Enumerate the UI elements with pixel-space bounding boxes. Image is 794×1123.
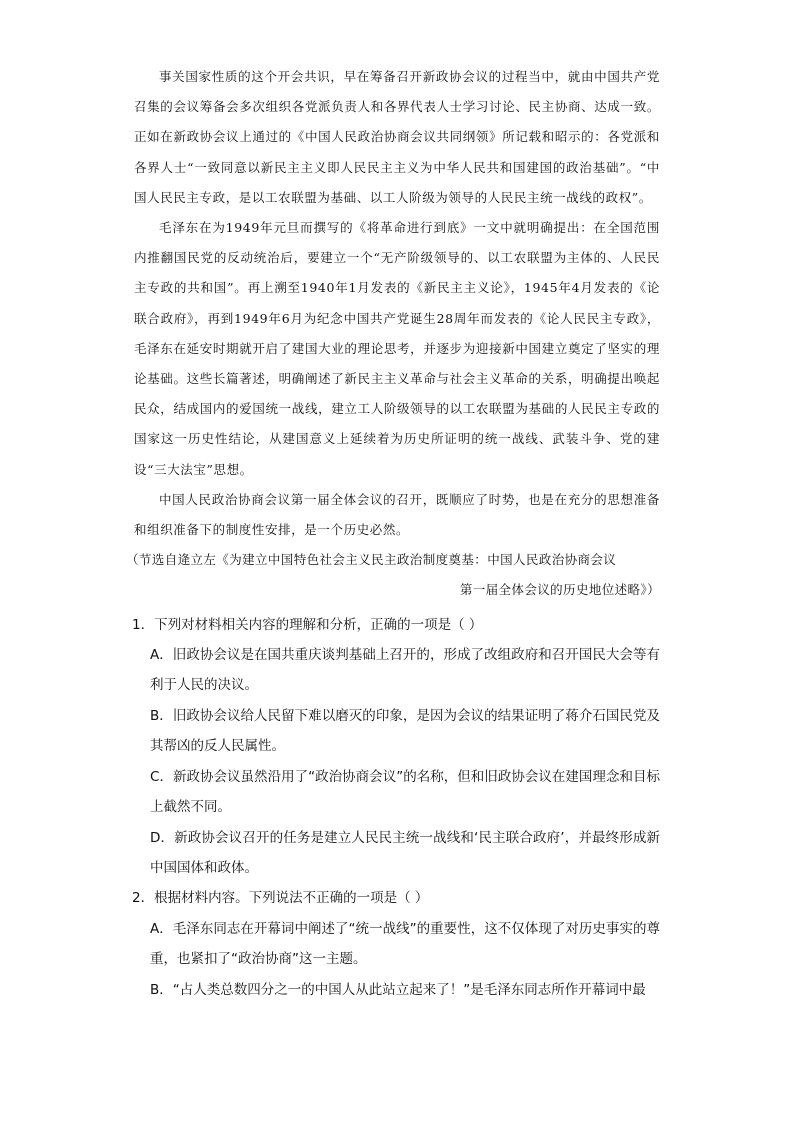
page-content (126, 62, 660, 1005)
option-d: D．新政协会议召开的任务是建立人民民主统一战线和‘民主联合政府’，并最终形成新中国国体和政体。 (150, 829, 660, 876)
passage-paragraph-2: 毛泽东在为1949年元旦而撰写的《将革命进行到底》一文中就明确提出：在全国范围内推翻国民党的反动统治后，要建立一个“无产阶级领导的、以工农联盟为主体的、人民民主专政的共和国”。再上溯至1940年1月发表的《新民主主义论》，1945年4月发表的《论联合政府》，再到1949年6月为纪念中国共产党诞生28周年而发表的《论人民民主专政》，毛泽东在延安时期就开启了建国大业的理论思考，并逐步为迎接新中国建立奠定了坚实的理论基础。这些长篇著述，明确阐述了新民主主义革命与社会主义革命的关系，明确提出唤起民众，结成国内的爱国统一战线，建立工人阶级领导的以工农联盟为基础的人民民主专政的国家这一历史性结论，从建国意义上延续着为历史所证明的统一战线、武装斗争、党的建设“三大法宝”思想。 (134, 220, 660, 477)
option-b: B．旧政协会议给人民留下难以磨灭的印象，是因为会议的结果证明了蒋介石国民党及其帮凶的反人民属性。 (150, 707, 660, 755)
question-stem: 2．根据材料内容。下列说法不正确的一项是（ ） (132, 890, 429, 907)
option-a: A．旧政协会议是在国共重庆谈判基础上召开的，形成了改组政府和召开国民大会等有利于人民的决议。 (150, 647, 660, 694)
source-citation-line-2: 第一届全体会议的历史地位述略》） (459, 582, 660, 598)
source-citation-line-1: （节选自逄立左《为建立中国特色社会主义民主政治制度奠基：中国人民政治协商会议 (126, 552, 617, 568)
passage-paragraph-1: 事关国家性质的这个开会共识，早在筹备召开新政协会议的过程当中，就由中国共产党召集的会议筹备会多次组织各党派负责人和各界代表人士学习讨论、民主协商、达成一致。正如在新政协会议上通过的《中国人民政治协商会议共同纲领》所记载和昭示的：各党派和各界人士“一致同意以新民主主义即人民民主主义为中华人民共和国建国的政治基础”。“中国人民民主专政，是以工农联盟为基础、以工人阶级为领导的人民民主统一战线的政权”。 (134, 69, 660, 205)
question-1 (134, 610, 660, 884)
question-list (134, 610, 660, 1005)
source-citation (126, 545, 660, 605)
option-c: C．新政协会议虽然沿用了“政治协商会议”的名称，但和旧政协会议在建国理念和目标上截然不同。 (150, 768, 660, 816)
question-stem: 1．下列对材料相关内容的理解和分析，正确的一项是（ ） (132, 616, 483, 633)
option-b: B．“占人类总数四分之一的中国人从此站立起来了！”是毛泽东同志所作开幕词中最 (150, 981, 646, 998)
question-2 (134, 883, 660, 1005)
option-a: A．毛泽东同志在开幕词中阐述了“统一战线”的重要性，这不仅体现了对历史事实的尊重，也紧扣了“政治协商”这一主题。 (150, 920, 660, 968)
reading-passage (134, 62, 660, 545)
passage-paragraph-3: 中国人民政治协商会议第一届全体会议的召开，既顺应了时势，也是在充分的思想准备和组织准备下的制度性安排，是一个历史必然。 (134, 491, 660, 538)
